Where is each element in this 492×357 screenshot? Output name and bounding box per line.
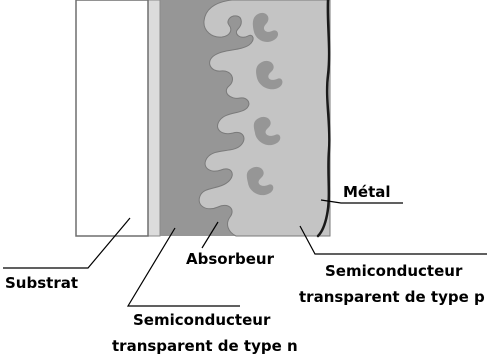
label-semiconducteur-n-line1: Semiconducteur [133,311,271,329]
label-absorbeur: Absorbeur [186,250,274,268]
label-semiconducteur-n-line2: transparent de type n [112,337,298,355]
semiconducteur-n-layer [148,0,160,236]
substrat-layer [76,0,148,236]
label-semiconducteur-p-line1: Semiconducteur [325,262,463,280]
label-substrat: Substrat [5,274,79,292]
label-semiconducteur-p-line2: transparent de type p [299,288,485,306]
label-metal: Métal [343,183,391,201]
